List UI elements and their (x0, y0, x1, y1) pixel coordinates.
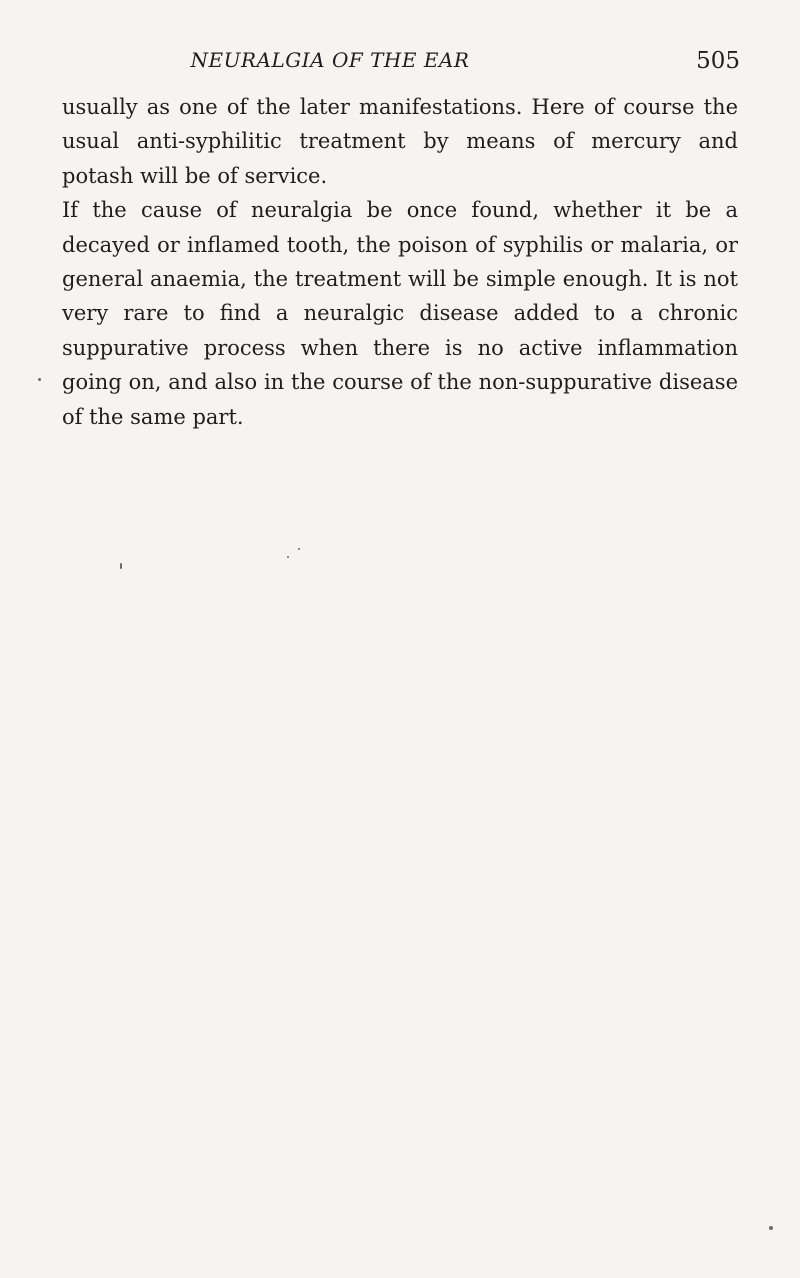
paragraph-2: If the cause of neuralgia be once found, whether it be a decayed or inflamed tooth, the poison of syphilis or malaria, or general anaemia, the treatment will be simple enough. It is not very rare to find a neuralgic disease added to a chronic suppurative process when there is no active inflammation going on, and also in the course of the non-suppurative disease of the same part. (62, 198, 738, 429)
body-text (62, 90, 738, 434)
scan-speck (769, 1226, 773, 1230)
scan-speck (120, 563, 122, 569)
page-number: 505 (696, 48, 740, 74)
scan-speck (298, 548, 300, 550)
running-head-title: NEURALGIA OF THE EAR (190, 48, 470, 72)
scan-speck (38, 378, 41, 381)
scan-speck (287, 556, 289, 558)
paragraph-1: usually as one of the later manifestations. Here of course the usual anti-syphilitic treatment by means of mercury and potash will be of service. (62, 95, 738, 188)
running-head (60, 44, 740, 84)
